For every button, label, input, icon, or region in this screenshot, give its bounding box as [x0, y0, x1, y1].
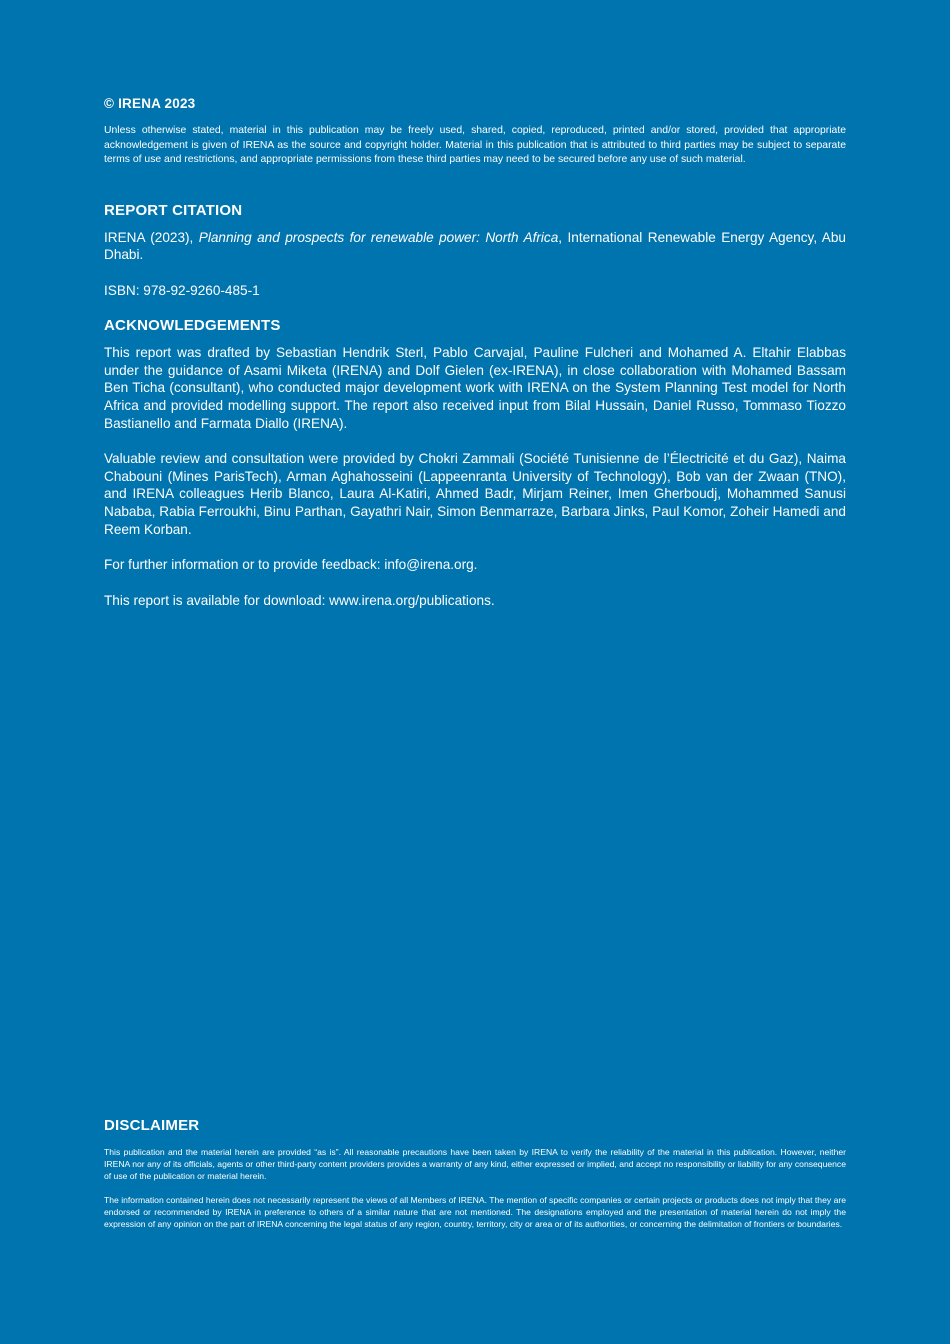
citation-title: Planning and prospects for renewable power: North Africa	[198, 229, 559, 245]
isbn: ISBN: 978-92-9260-485-1	[104, 282, 260, 298]
top-section	[104, 96, 846, 609]
citation-heading: REPORT CITATION	[104, 201, 243, 219]
citation-text	[104, 229, 846, 264]
acknowledgements-heading: ACKNOWLEDGEMENTS	[104, 317, 281, 335]
acknowledgements-paragraph-2: Valuable review and consultation were provided by Chokri Zammali (Société Tunisienne de l’Électricité et du Gaz), Naima Chabouni (Mines ParisTech), Arman Aghahosseini (Lappeenranta University of Technology), Bob van der Zwaan (TNO), and IRENA colleagues Herib Blanco, Laura Al-Katiri, Ahmed Badr, Mirjam Reiner, Imen Gherboudj, Mohammed Sanusi Nababa, Rabia Ferroukhi, Binu Parthan, Gayathri Nair, Simon Benmarraze, Barbara Jinks, Paul Komor, Zoheir Hamedi and Reem Korban.	[104, 451, 846, 537]
disclaimer-heading: DISCLAIMER	[104, 1117, 200, 1134]
feedback-line: For further information or to provide feedback: info@irena.org.	[104, 557, 478, 573]
copyright-title: © IRENA 2023	[104, 96, 196, 111]
disclaimer-section	[104, 1117, 846, 1230]
disclaimer-paragraph-1: This publication and the material herein are provided “as is”. All reasonable precautions have been taken by IRENA to verify the reliability of the material in this publication. However, neither IRENA nor any of its officials, agents or other third-party content providers provides a warranty of any kind, either expressed or implied, and accept no responsibility or liability for any consequence of use of the publication or material herein.	[104, 1147, 846, 1181]
copyright-text: Unless otherwise stated, material in this publication may be freely used, shared, copied, reproduced, printed and/or stored, provided that appropriate acknowledgement is given of IRENA as the source and copyright holder. Material in this publication that is attributed to third parties may be subject to separate terms of use and restrictions, and appropriate permissions from these third parties may need to be secured before any use of such material.	[104, 125, 846, 165]
citation-suffix: , International Renewable Energy Agency, Abu Dhabi.	[104, 229, 846, 263]
disclaimer-paragraph-2: The information contained herein does not necessarily represent the views of all Members of IRENA. The mention of specific companies or certain projects or products does not imply that they are endorsed or recommended by IRENA in preference to others of a similar nature that are not mentioned. The designations employed and the presentation of material herein do not imply the expression of any opinion on the part of IRENA concerning the legal status of any region, country, territory, city or area or of its authorities, or concerning the delimitation of frontiers or boundaries.	[104, 1195, 846, 1229]
citation-prefix: IRENA (2023),	[104, 229, 199, 245]
download-line: This report is available for download: www.irena.org/publications.	[104, 592, 495, 608]
acknowledgements-paragraph-1: This report was drafted by Sebastian Hendrik Sterl, Pablo Carvajal, Pauline Fulcheri and Mohamed A. Eltahir Elabbas under the guidance of Asami Miketa (IRENA) and Dolf Gielen (ex-IRENA), in close collaboration with Mohamed Bassam Ben Ticha (consultant), who conducted major development work with IRENA on the System Planning Test model for North Africa and provided modelling support. The report also received input from Bilal Hussain, Daniel Russo, Tommaso Tiozzo Bastianello and Farmata Diallo (IRENA).	[104, 345, 846, 431]
